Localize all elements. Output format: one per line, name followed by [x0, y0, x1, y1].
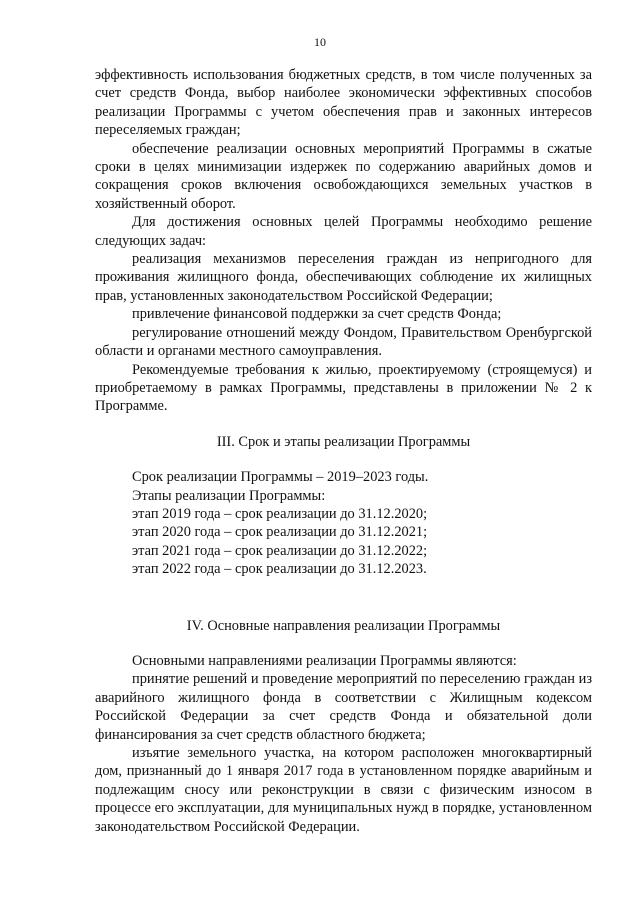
page-number: 10 — [314, 35, 326, 49]
paragraph: Рекомендуемые требования к жилью, проектируемому (строящемуся) и приобретаемому в рамках Программы, представлены в приложении № 2 к Программе. — [95, 361, 592, 415]
schedule-list — [95, 468, 592, 578]
paragraph: реализация механизмов переселения граждан из непригодного для проживания жилищного фонда, обеспечивающих соблюдение их жилищных прав, установленных законодательством Российской Федерации; — [95, 251, 592, 304]
page-content — [95, 66, 592, 836]
paragraph: изъятие земельного участка, на котором расположен многоквартирный дом, признанный до 1 января 2017 года в установленном порядке аварийным и подлежащим сносу или реконструкции в связи с физическим износом в процессе его эксплуатации, для муниципальных нужд в порядке, установленном законодательством Российской Федерации. — [95, 745, 592, 835]
section-heading: IV. Основные направления реализации Программы — [186, 617, 501, 634]
paragraph: Для достижения основных целей Программы необходимо решение следующих задач: — [95, 214, 592, 249]
schedule-line: этап 2021 года – срок реализации до 31.12.2022; — [132, 542, 428, 559]
schedule-line: Срок реализации Программы – 2019–2023 годы. — [132, 469, 429, 486]
paragraph: регулирование отношений между Фондом, Правительством Оренбургской области и органами местного самоуправления. — [95, 324, 592, 360]
schedule-line: этап 2022 года – срок реализации до 31.12.2023. — [132, 561, 427, 578]
paragraph: Основными направлениями реализации Программы являются: — [132, 652, 517, 669]
schedule-line: Этапы реализации Программы: — [132, 487, 326, 504]
section-heading: III. Срок и этапы реализации Программы — [216, 433, 471, 450]
paragraph: эффективность использования бюджетных средств, в том числе полученных за счет средств Фонда, выбор наиболее экономически эффективных способов реализации Программы с учетом обеспечения прав и законных интересов переселяемых граждан; — [95, 67, 592, 139]
schedule-line: этап 2019 года – срок реализации до 31.12.2020; — [132, 505, 428, 522]
paragraph: обеспечение реализации основных мероприятий Программы в сжатые сроки в целях минимизации издержек по содержанию аварийных домов и сокращения сроков включения освобождающихся земельных участков в хозяйственный оборот. — [95, 140, 592, 212]
paragraph: привлечение финансовой поддержки за счет средств Фонда; — [132, 306, 502, 323]
schedule-line: этап 2020 года – срок реализации до 31.12.2021; — [132, 524, 428, 541]
paragraph: принятие решений и проведение мероприятий по переселению граждан из аварийного жилищного фонда в соответствии с Жилищным кодексом Российской Федерации за счет средств Фонда и обязательной доли финансирования за счет средств областного бюджета; — [95, 671, 592, 743]
